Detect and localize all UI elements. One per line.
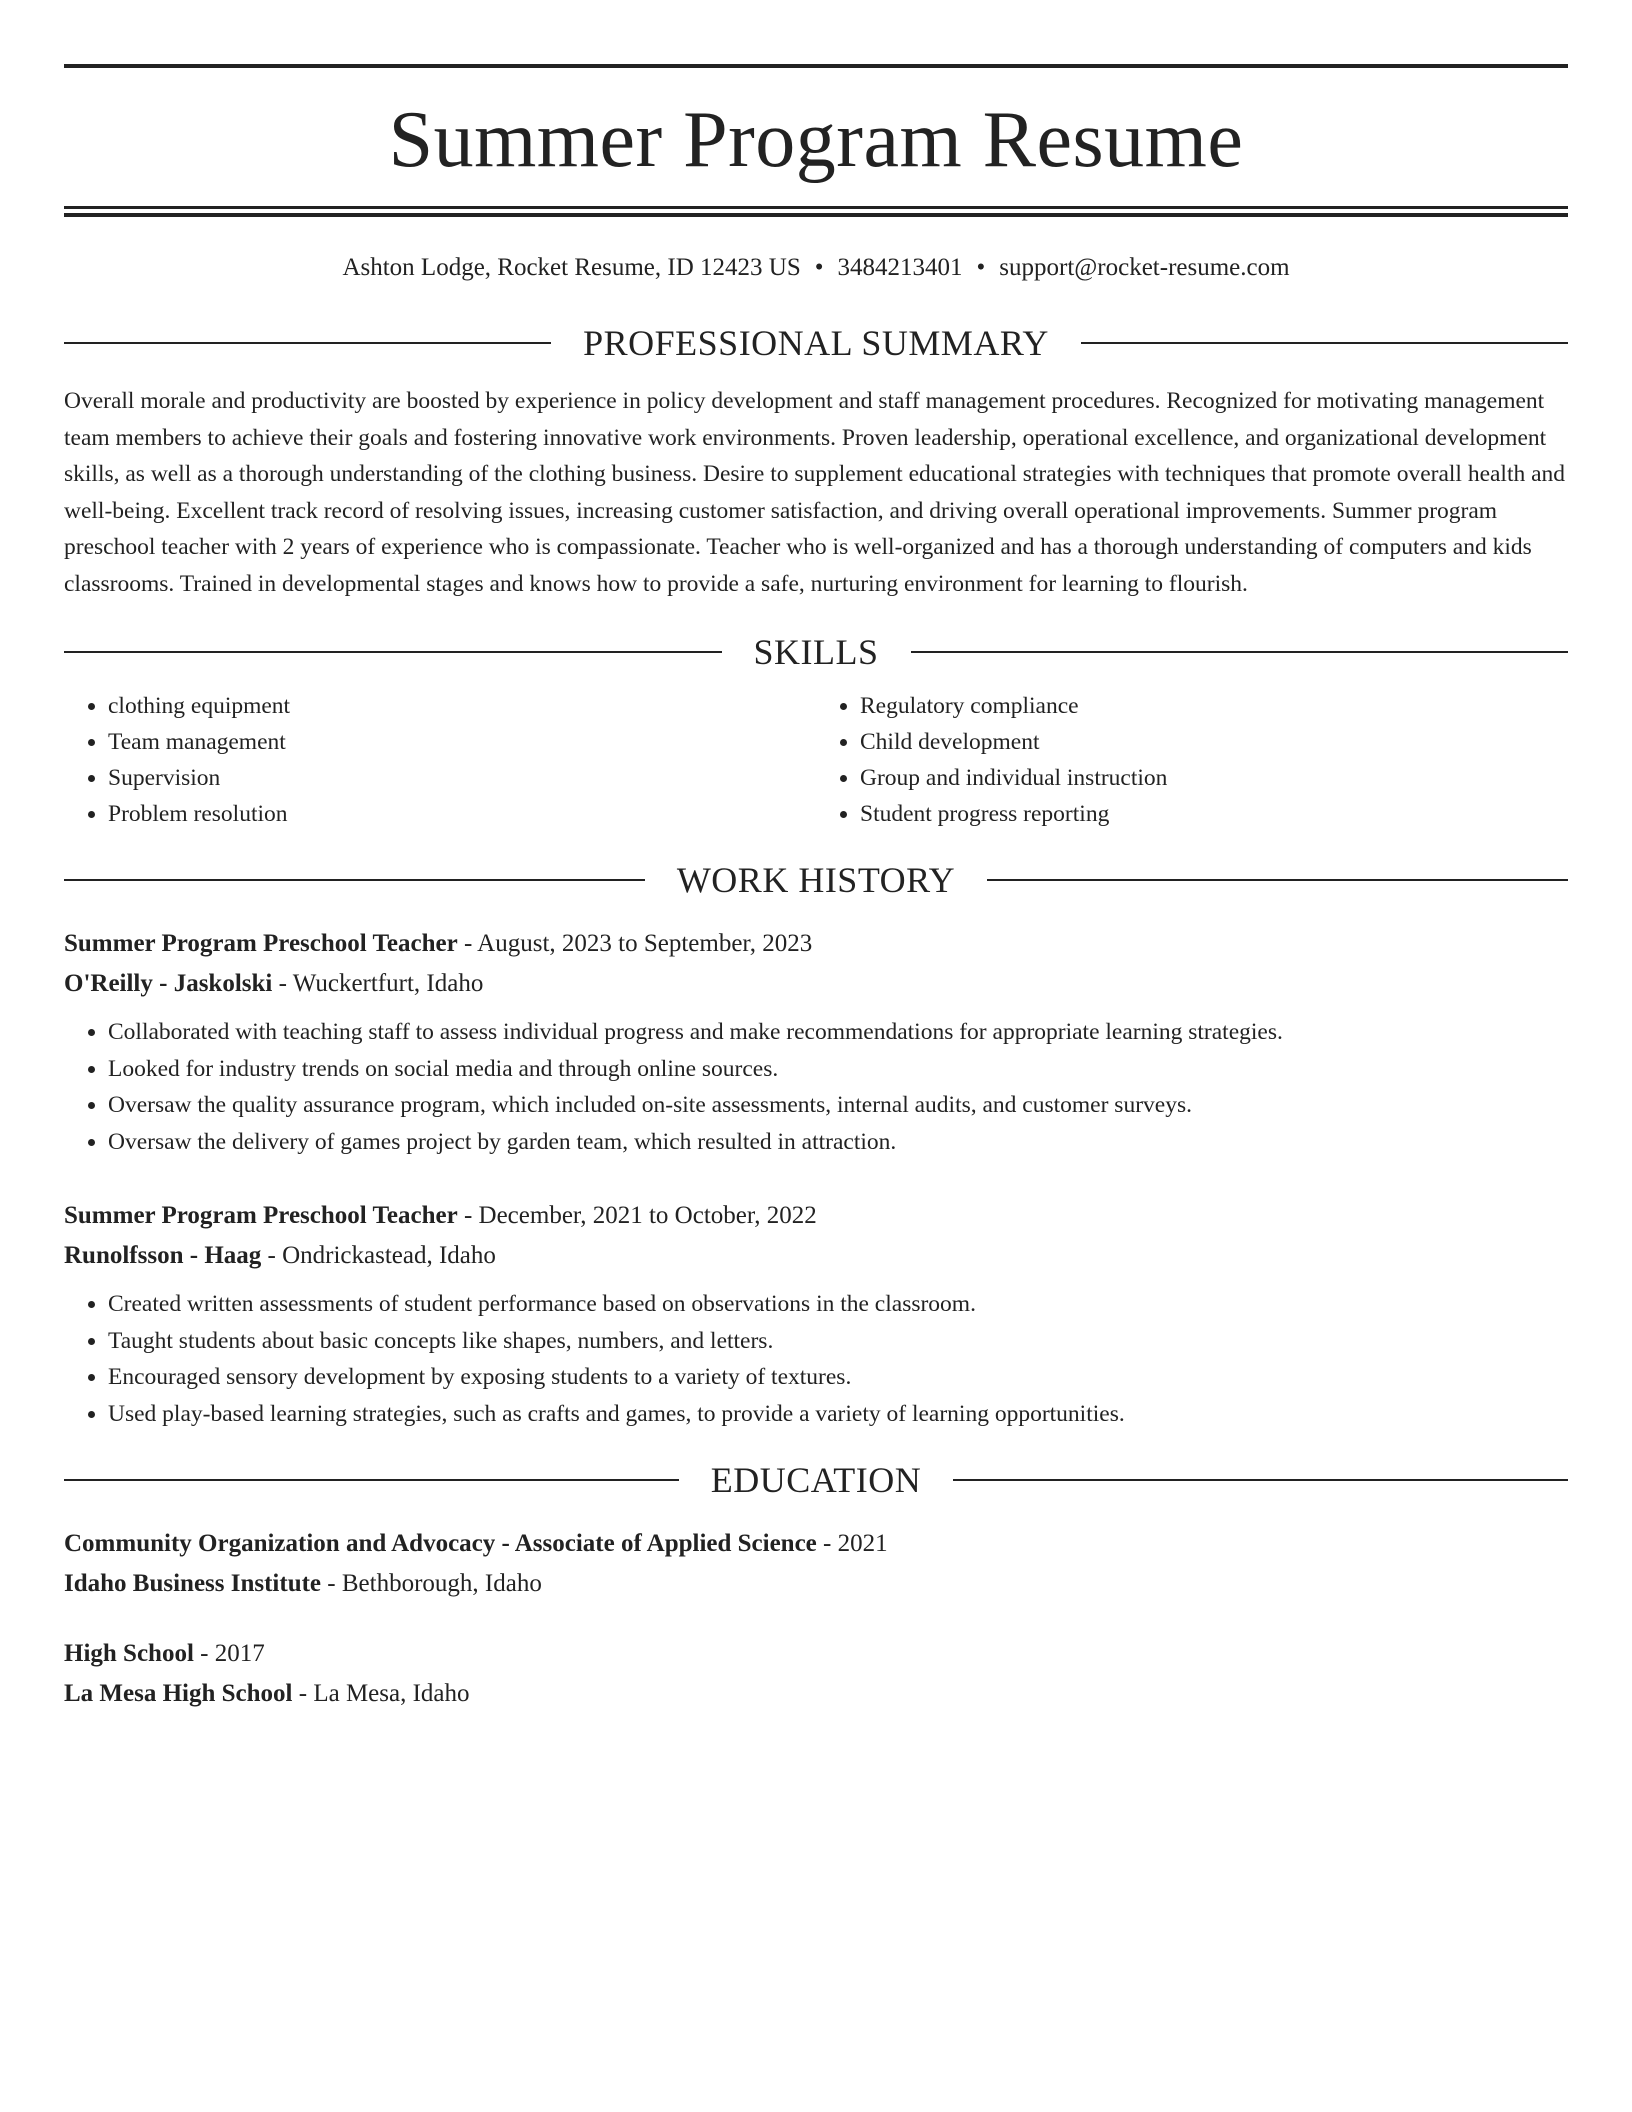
- job-bullet: • Oversaw the delivery of games project by garden team, which resulted in attraction.: [108, 1124, 1568, 1161]
- education-school-line: Idaho Business Institute - Bethborough, Idaho: [64, 1570, 542, 1597]
- education-school: Idaho Business Institute: [64, 1570, 322, 1597]
- job-bullet: • Used play-based learning strategies, such as crafts and games, to provide a variety of learning opportunities.: [108, 1396, 1568, 1433]
- skills-heading-row: [64, 630, 1568, 674]
- education-entry: [64, 1634, 1568, 1714]
- job-bullet: • Encouraged sensory development by exposing students to a variety of textures.: [108, 1359, 1568, 1396]
- work-heading-row: [64, 858, 1568, 902]
- education-entry: [64, 1524, 1568, 1604]
- heading-rule-left: [64, 651, 722, 653]
- summary-text: Overall morale and productivity are boosted by experience in policy development and staff management procedures. Recognized for motivating management team members to achieve their goals and fostering innovative work environments. Proven leadership, operational excellence, and organizational development skills, as well as a thorough understanding of the clothing business. Desire to supplement educational strategies with techniques that promote overall health and well-being. Excellent track record of resolving issues, increasing customer satisfaction, and driving overall operational improvements. Summer program preschool teacher with 2 years of experience who is compassionate. Teacher who is well-organized and has a thorough understanding of computers and kids classrooms. Trained in developmental stages and knows how to provide a safe, nurturing environment for learning to flourish.: [64, 388, 1566, 597]
- top-rule: [64, 64, 1568, 68]
- contact-separator: •: [976, 254, 986, 281]
- skills-column-left: [64, 688, 816, 832]
- heading-rule-left: [64, 1479, 679, 1481]
- job-bullets: [64, 1014, 1568, 1160]
- education-degree: Community Organization and Advocacy - Associate of Applied Science: [64, 1530, 817, 1557]
- resume-title: Summer Program Resume: [388, 96, 1244, 184]
- skill-item: • Problem resolution: [108, 796, 816, 832]
- summary-heading-row: [64, 321, 1568, 365]
- education-school-line: La Mesa High School - La Mesa, Idaho: [64, 1680, 470, 1707]
- resume-page: [64, 64, 1568, 1714]
- education-location: La Mesa, Idaho: [313, 1680, 470, 1707]
- heading-rule-right: [953, 1479, 1568, 1481]
- job-dates: December, 2021 to October, 2022: [478, 1202, 817, 1229]
- skill-item: • Regulatory compliance: [860, 688, 1568, 724]
- skill-item: • Supervision: [108, 760, 816, 796]
- job-company-line: O'Reilly - Jaskolski - Wuckertfurt, Idaho: [64, 970, 484, 997]
- job-location: Ondrickastead, Idaho: [282, 1242, 496, 1269]
- heading-rule-left: [64, 879, 645, 881]
- education-degree-line: High School - 2017: [64, 1640, 265, 1667]
- skills-list: [64, 688, 1568, 832]
- contact-line: [64, 253, 1568, 283]
- skills-column-right: [816, 688, 1568, 832]
- heading-rule-right: [1081, 342, 1568, 344]
- education-year: 2017: [214, 1640, 265, 1667]
- job-entry: [64, 1196, 1568, 1432]
- job-location: Wuckertfurt, Idaho: [292, 970, 484, 997]
- contact-email: support@rocket-resume.com: [999, 254, 1290, 281]
- skill-item: • Team management: [108, 724, 816, 760]
- work-heading: WORK HISTORY: [676, 860, 956, 900]
- contact-address: Ashton Lodge, Rocket Resume, ID 12423 US: [342, 254, 801, 281]
- skill-item: • Student progress reporting: [860, 796, 1568, 832]
- job-entry: [64, 924, 1568, 1160]
- job-bullets: [64, 1286, 1568, 1432]
- education-degree: High School: [64, 1640, 194, 1667]
- job-dates: August, 2023 to September, 2023: [477, 930, 813, 957]
- skills-heading: SKILLS: [753, 632, 879, 672]
- heading-rule-right: [987, 879, 1568, 881]
- job-company: Runolfsson - Haag: [64, 1242, 262, 1269]
- job-bullet: • Looked for industry trends on social media and through online sources.: [108, 1051, 1568, 1088]
- title-double-rule: [64, 206, 1568, 217]
- skill-item: • Group and individual instruction: [860, 760, 1568, 796]
- skill-item: • clothing equipment: [108, 688, 816, 724]
- job-title: Summer Program Preschool Teacher: [64, 1202, 458, 1229]
- education-year: 2021: [837, 1530, 888, 1557]
- job-company: O'Reilly - Jaskolski: [64, 970, 273, 997]
- job-bullet: • Oversaw the quality assurance program, which included on-site assessments, internal audits, and customer surveys.: [108, 1087, 1568, 1124]
- education-location: Bethborough, Idaho: [341, 1570, 542, 1597]
- job-bullet: • Collaborated with teaching staff to assess individual progress and make recommendations for appropriate learning strategies.: [108, 1014, 1568, 1051]
- job-company-line: Runolfsson - Haag - Ondrickastead, Idaho: [64, 1242, 496, 1269]
- job-title-line: Summer Program Preschool Teacher - December, 2021 to October, 2022: [64, 1202, 817, 1229]
- job-bullet: • Created written assessments of student performance based on observations in the classroom.: [108, 1286, 1568, 1323]
- contact-phone: 3484213401: [837, 254, 963, 281]
- education-heading-row: [64, 1458, 1568, 1502]
- education-degree-line: Community Organization and Advocacy - Associate of Applied Science - 2021: [64, 1530, 888, 1557]
- job-bullet: • Taught students about basic concepts like shapes, numbers, and letters.: [108, 1323, 1568, 1360]
- summary-heading: PROFESSIONAL SUMMARY: [583, 323, 1049, 363]
- heading-rule-right: [911, 651, 1569, 653]
- job-title-line: Summer Program Preschool Teacher - August, 2023 to September, 2023: [64, 930, 813, 957]
- skill-item: • Child development: [860, 724, 1568, 760]
- heading-rule-left: [64, 342, 551, 344]
- job-title: Summer Program Preschool Teacher: [64, 930, 458, 957]
- education-school: La Mesa High School: [64, 1680, 293, 1707]
- contact-separator: •: [814, 254, 824, 281]
- education-heading: EDUCATION: [710, 1460, 922, 1500]
